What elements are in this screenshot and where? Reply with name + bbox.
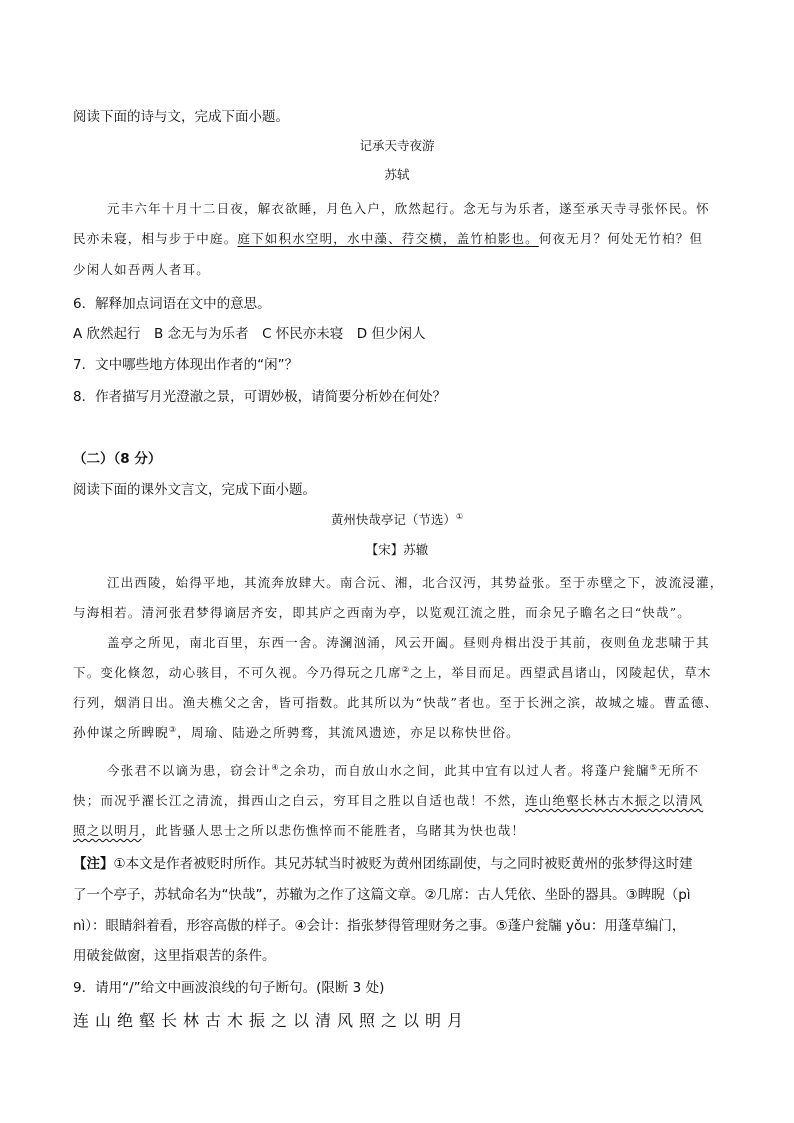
para2-line-2-part-a: 下。变化倏忽，动心骇目，不可久视。今乃得玩之几席	[73, 665, 402, 680]
notes-line-1	[73, 852, 693, 872]
para3-line-1-part-c: 无所不	[658, 763, 700, 778]
poem-author: 苏轼	[384, 167, 410, 182]
essay-author: 【宋】苏辙	[365, 542, 429, 557]
notes-line-2: 了一个亭子，苏轼命名为“快哉”，苏辙为之作了这篇文章。②几席：古人凭依、坐卧的器具。③睥睨（pì	[73, 887, 691, 903]
para1-line-1: 江出西陵，始得平地，其流奔放肆大。南合沅、湘，北合汉沔，其势益张。至于赤壁之下，波流浸灌，	[107, 575, 724, 590]
para3-line-2-part-a: 快；而况乎濯长江之清流，揖西山之白云，穷耳目之胜以自适也哉！不然，	[73, 793, 526, 808]
wavy-sentence-part-2: 照之以明月	[73, 823, 142, 838]
para2-line-3: 行列，烟消日出。渔夫樵父之舍，皆可指数。此其所以为“快哉”者也。至于长洲之滨，故城之墟。曹孟德、	[73, 695, 719, 710]
question-8: 8．作者描写月光澄澈之景，可谓妙极，请简要分析妙在何处？	[73, 389, 447, 405]
para3-line-3-part-b: ，此皆骚人思士之所以悲伤憔悴而不能胜者，乌睹其为快也哉！	[141, 823, 526, 838]
question-6-options: A 欣然起行 B 念无与为乐者 C 怀民亦未寝 D 但少闲人	[73, 326, 426, 342]
essay-title-note-mark: ①	[455, 511, 464, 521]
essay-title-text: 黄州快哉亭记（节选）	[330, 512, 456, 527]
notes-label: 【注】	[73, 856, 114, 872]
para2-line-4-part-b: ，周瑜、陆逊之所骋骛，其流风遗迹，亦足以称快世俗。	[177, 725, 520, 740]
question-9-sentence: 连山绝壑长林古木振之以清风照之以明月	[73, 1011, 470, 1030]
para2-line-2-part-b: 之上，举目而足。西望武昌诸山，冈陵起伏，草木	[410, 665, 712, 680]
underlined-sentence: 庭下如积水空明，水中藻、荇交横，盖竹柏影也。	[237, 231, 539, 246]
question-9: 9．请用“/”给文中画波浪线的句子断句。(限断 3 处)	[73, 980, 385, 996]
para3-line-1-part-b: 之余功，而自放山水之间，此其中宜有以过人者。将蓬户瓮牖	[279, 763, 650, 778]
prose-line-2-part-c: 何夜无月？何处无竹柏？但	[538, 231, 704, 246]
prose-line-1: 元丰六年十月十二日夜，解衣欲睡，月色入户，欣然起行。念无与为乐者，遂至承天寺寻张怀民。怀	[107, 201, 710, 216]
prose-line-2-part-a: 民亦未寝，相与步于中庭。	[73, 231, 238, 246]
para3-line-3	[73, 821, 525, 839]
section2-header: （二）（8 分）	[73, 451, 162, 467]
essay-title	[0, 510, 794, 528]
note-mark-5: ⑤	[649, 762, 659, 772]
para2-line-4-part-a: 孙仲谋之所睥睨	[73, 725, 169, 740]
para2-line-4	[73, 723, 520, 741]
prose-line-3: 少闲人如吾两人者耳。	[73, 262, 211, 277]
section2-instruction: 阅读下面的课外文言文，完成下面小题。	[73, 482, 316, 498]
para2-line-2	[73, 663, 712, 681]
para3-line-1-part-a: 今张君不以谪为患，窃会计	[107, 763, 272, 778]
note-mark-4: ④	[271, 762, 280, 772]
notes-line-4: 用破瓮做窗，这里指艰苦的条件。	[73, 948, 276, 964]
poem-title: 记承天寺夜游	[359, 138, 435, 153]
para1-line-2: 与海相若。清河张君梦得谪居齐安，即其庐之西南为亭，以览观江流之胜，而余兄子瞻名之曰“快哉”。	[73, 605, 691, 620]
wavy-sentence-part-1: 连山绝壑长林古木振之以清风	[525, 793, 704, 808]
note-mark-3: ③	[168, 724, 178, 734]
note-mark-2: ②	[401, 664, 411, 674]
notes-line-3: nì）：眼睛斜着看，形容高傲的样子。④会计：指张梦得管理财务之事。⑤蓬户瓮牖 yǒu：用蓬草编门，	[73, 918, 686, 934]
para3-line-2	[73, 791, 703, 809]
para2-line-1: 盖亭之所见，南北百里，东西一舍。涛澜汹涌，风云开阖。昼则舟楫出没于其前，夜则鱼龙悲啸于其	[107, 635, 710, 650]
question-6: 6．解释加点词语在文中的意思。	[73, 296, 271, 312]
section1-instruction: 阅读下面的诗与文，完成下面小题。	[73, 109, 289, 125]
para3-line-1	[107, 761, 699, 779]
question-7: 7．文中哪些地方体现出作者的“闲”？	[73, 357, 299, 373]
prose-line-2	[73, 229, 703, 247]
notes-line-1-text: ①本文是作者被贬时所作。其兄苏轼当时被贬为黄州团练副使，与之同时被贬黄州的张梦得这时建	[113, 856, 693, 872]
